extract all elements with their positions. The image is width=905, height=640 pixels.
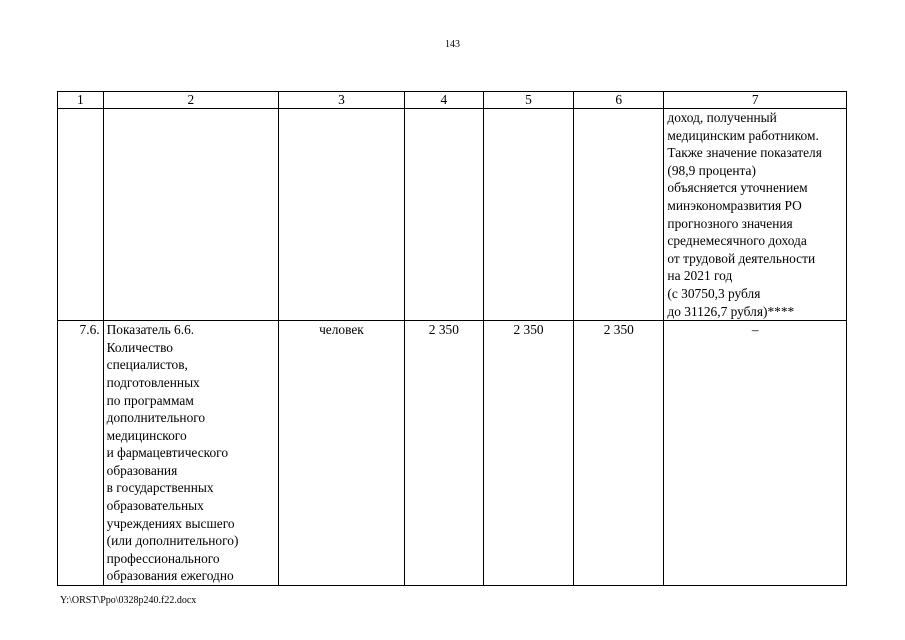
indicator-line: Количество <box>106 339 173 355</box>
table-row <box>58 109 847 321</box>
value-cell-6 <box>574 109 664 321</box>
indicator-line: образования <box>106 462 178 478</box>
comment-line: – <box>751 322 759 338</box>
indicator-table <box>57 91 847 586</box>
indicator-line: образовательных <box>106 498 204 514</box>
indicator-line: подготовленных <box>106 374 200 390</box>
comment-line: на 2021 год <box>667 268 733 284</box>
comment-line: до 31126,7 рубля)**** <box>667 303 795 319</box>
indicator-line: Показатель 6.6. <box>106 322 195 338</box>
indicator-line: по программам <box>106 392 194 408</box>
indicator-line: в государственных <box>106 480 214 496</box>
value-cell-4 <box>404 109 483 321</box>
header-cell-4: 4 <box>404 92 483 109</box>
comment-line: медицинским работником. <box>667 127 819 143</box>
unit-cell <box>279 109 405 321</box>
unit-cell: человек <box>279 321 405 586</box>
number-cell <box>58 109 104 321</box>
table-header-row <box>58 92 847 109</box>
header-cell-6: 6 <box>574 92 664 109</box>
header-cell-5: 5 <box>483 92 573 109</box>
header-cell-1: 1 <box>58 92 104 109</box>
value-cell-5 <box>483 109 573 321</box>
header-cell-7: 7 <box>664 92 847 109</box>
indicator-line: учреждениях высшего <box>106 515 235 531</box>
comment-line: от трудовой деятельности <box>667 250 816 266</box>
indicator-line: (или дополнительного) <box>106 533 239 549</box>
value-cell-4: 2 350 <box>404 321 483 586</box>
table-row <box>58 321 847 586</box>
comment-cell <box>664 321 847 586</box>
value-cell-6: 2 350 <box>574 321 664 586</box>
comment-line: (98,9 процента) <box>667 162 756 178</box>
indicator-line: специалистов, <box>106 357 188 373</box>
indicator-line: и фармацевтического <box>106 445 229 461</box>
comment-line: среднемесячного дохода <box>667 233 807 249</box>
page-number: 143 <box>445 39 460 50</box>
indicator-line: профессионального <box>106 550 220 566</box>
indicator-line: дополнительного <box>106 410 206 426</box>
comment-cell <box>664 109 847 321</box>
comment-line: минэкономразвития РО <box>667 197 802 213</box>
indicator-line: образования ежегодно <box>106 568 234 584</box>
header-cell-2: 2 <box>103 92 278 109</box>
comment-line: доход, полученный <box>667 110 777 125</box>
comment-line: прогнозного значения <box>667 215 793 231</box>
comment-line: (с 30750,3 рубля <box>667 285 761 301</box>
header-cell-3: 3 <box>279 92 405 109</box>
number-cell: 7.6. <box>58 321 104 586</box>
indicator-name-cell <box>103 109 278 321</box>
indicator-name-cell <box>103 321 278 586</box>
indicator-line: медицинского <box>106 427 187 443</box>
comment-line: Также значение показателя <box>667 145 822 161</box>
comment-line: объясняется уточнением <box>667 180 808 196</box>
value-cell-5: 2 350 <box>483 321 573 586</box>
file-path-footer: Y:\ORST\Ppo\0328p240.f22.docx <box>60 595 197 606</box>
